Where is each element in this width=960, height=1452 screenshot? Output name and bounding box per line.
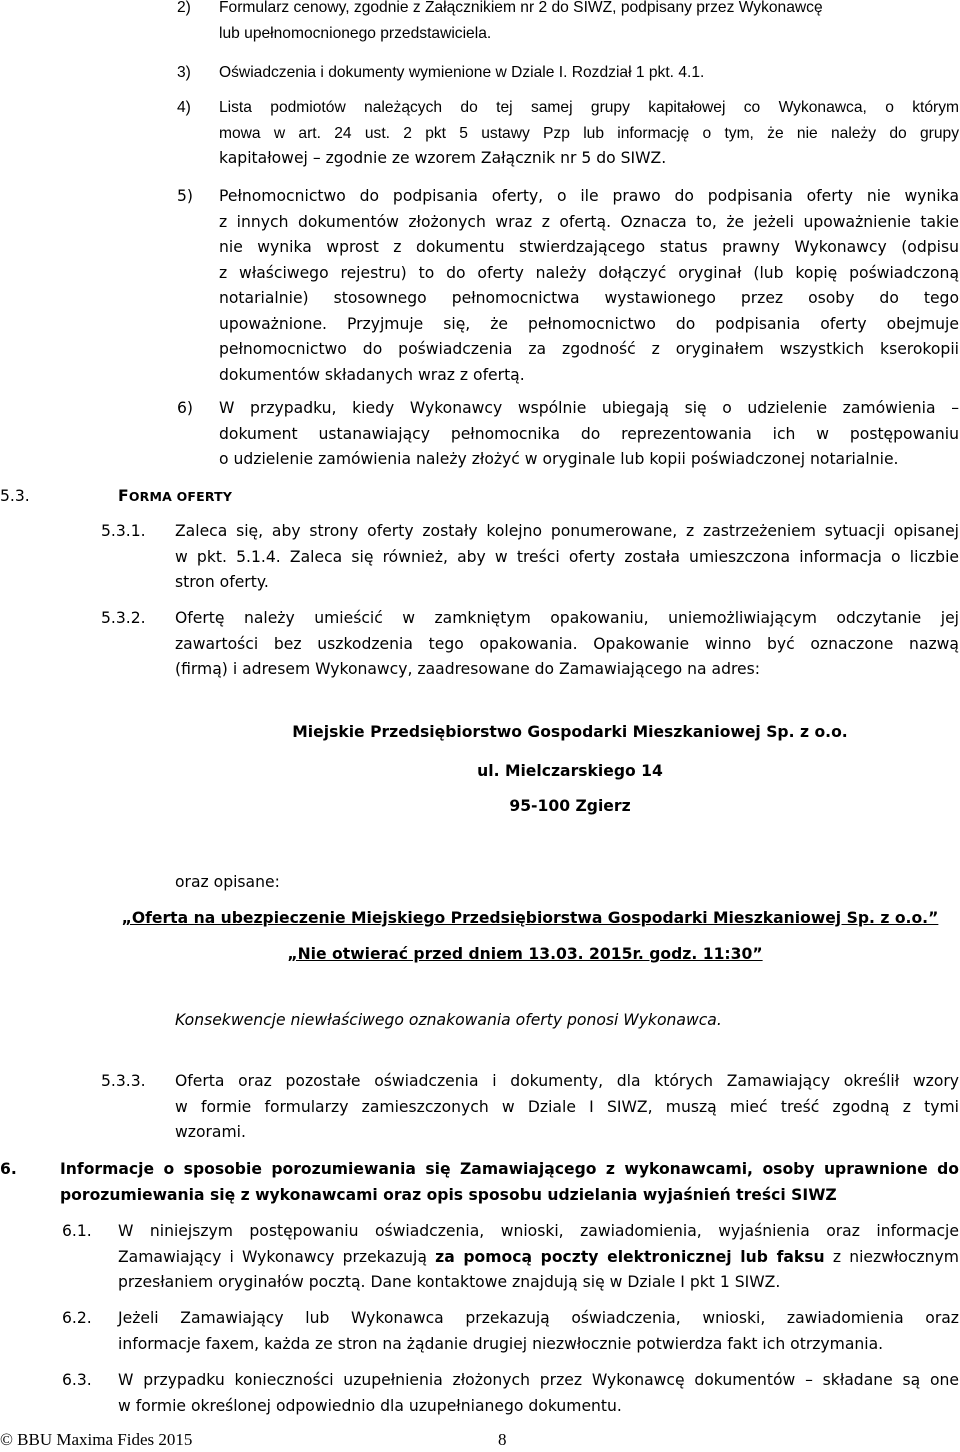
address-name: Miejskie Przedsiębiorstwo Gospodarki Mieszkaniowej Sp. z o.o. (292, 723, 848, 741)
copyright-icon: © (0, 1430, 13, 1449)
section-number: 5.3. (0, 487, 30, 505)
footer-text: BBU Maxima Fides 2015 (17, 1430, 193, 1449)
list-item-4: Lista podmiotów należących do tej samej grupy kapitałowej co Wykonawca, o którym mowa w art. 24 ust. 2 pkt 5 ustawy Pzp lub informację o tym, że nie należy do grupy kapitałowej – zgodnie ze wzorem Załącznik nr 5 do SIWZ. (219, 99, 959, 167)
paragraph-62: Jeżeli Zamawiający lub Wykonawca przekazują oświadczenia, wnioski, zawiadomienia oraz informacje faxem, każda ze stron na żądanie drugiej niezwłocznie potwierdza fakt ich otrzymania. (118, 1309, 959, 1353)
paragraph-532: Ofertę należy umieścić w zamkniętym opakowaniu, uniemożliwiającym odczytanie jej zawartości bez uszkodzenia tego opakowania. Opakowanie winno być oznaczone nazwą (firmą) i adresem Wykonawcy, zaadresowane do Zamawiającego na adres: (175, 609, 959, 678)
paragraph-63: W przypadku konieczności uzupełnienia złożonych przez Wykonawcę dokumentów – składane są one w formie określonej odpowiednio dla uzupełnianego dokumentu. (118, 1371, 959, 1415)
list-item-3: Oświadczenia i dokumenty wymienione w Dziale I. Rozdział 1 pkt. 4.1. (219, 64, 705, 81)
list-item-5: Pełnomocnictwo do podpisania oferty, o ile prawo do podpisania oferty nie wynika z innych dokumentów złożonych wraz z ofertą. Oznacza to, że jeżeli upoważnienie takie nie wynika wprost z dokumentu stwierdzającego status prawny Wykonawcy (odpisu z właściwego rejestru) to do oferty należy dołączyć oryginał (lub kopię poświadczoną notarialnie) stosownego pełnomocnictwa wystawionego przez osoby do tego upoważnione. Przyjmuje się, że pełnomocnictwo do podpisania oferty obejmuje pełnomocnictwo do poświadczenia za zgodność z oryginałem wszystkich kserokopii dokumentów składanych wraz z ofertą. (219, 187, 959, 384)
paragraph-61: W niniejszym postępowaniu oświadczenia, wnioski, zawiadomienia, wyjaśnienia oraz informacje Zamawiający i Wykonawcy przekazują za pomocą poczty elektronicznej lub faksu z niezwłocznym przesłaniem oryginałów pocztą. Dane kontaktowe znajdują się w Dziale I pkt 1 SIWZ. (118, 1222, 959, 1291)
item-number: 4) (177, 99, 191, 116)
consequences-note: Konsekwencje niewłaściwego oznakowania oferty ponosi Wykonawca. (175, 1011, 722, 1029)
item-number: 3) (177, 64, 191, 81)
section-number: 6. (0, 1160, 17, 1178)
paragraph-533: Oferta oraz pozostałe oświadczenia i dokumenty, dla których Zamawiający określił wzory w formie formularzy zamieszczonych w Dziale I SIWZ, muszą mieć treść zgodną z tymi wzorami. (175, 1072, 959, 1141)
offer-title: „Oferta na ubezpieczenie Miejskiego Przedsiębiorstwa Gospodarki Mieszkaniowej Sp. z o.o.” (121, 909, 939, 927)
list-item-6: W przypadku, kiedy Wykonawcy wspólnie ubiegają się o udzielenie zamówienia – dokument ustanawiający pełnomocnika do reprezentowania ich w postępowaniu o udzielenie zamówienia należy złożyć w oryginale lub kopii poświadczonej notarialnie. (219, 399, 959, 468)
paragraph-number: 6.1. (62, 1222, 92, 1240)
paragraph-number: 6.3. (62, 1371, 92, 1389)
paragraph-number: 5.3.2. (101, 609, 146, 627)
page-number: 8 (498, 1430, 507, 1449)
paragraph-number: 6.2. (62, 1309, 92, 1327)
item-number: 6) (177, 399, 194, 417)
paragraph-number: 5.3.3. (101, 1072, 146, 1090)
section-heading: FORMA OFERTY (118, 487, 233, 505)
described-label: oraz opisane: (175, 873, 280, 891)
item-number: 2) (177, 0, 191, 16)
address-city: 95-100 Zgierz (509, 797, 631, 815)
paragraph-number: 5.3.1. (101, 522, 146, 540)
page-footer (0, 1430, 507, 1450)
address-street: ul. Mielczarskiego 14 (477, 762, 663, 780)
paragraph-531: Zaleca się, aby strony oferty zostały kolejno ponumerowane, z zastrzeżeniem sytuacji opisanej w pkt. 5.1.4. Zaleca się również, aby w treści oferty została umieszczona informacja o liczbie stron oferty. (175, 522, 959, 591)
list-item-2: Formularz cenowy, zgodnie z Załącznikiem nr 2 do SIWZ, podpisany przez Wykonawcę lub upełnomocnionego przedstawiciela. (219, 0, 823, 42)
do-not-open-notice: „Nie otwierać przed dniem 13.03. 2015r. godz. 11:30” (287, 945, 763, 963)
section-6-heading: Informacje o sposobie porozumiewania się Zamawiającego z wykonawcami, osoby uprawnione do porozumiewania się z wykonawcami oraz opis sposobu udzielania wyjaśnień treści SIWZ (60, 1160, 959, 1204)
item-number: 5) (177, 187, 194, 205)
